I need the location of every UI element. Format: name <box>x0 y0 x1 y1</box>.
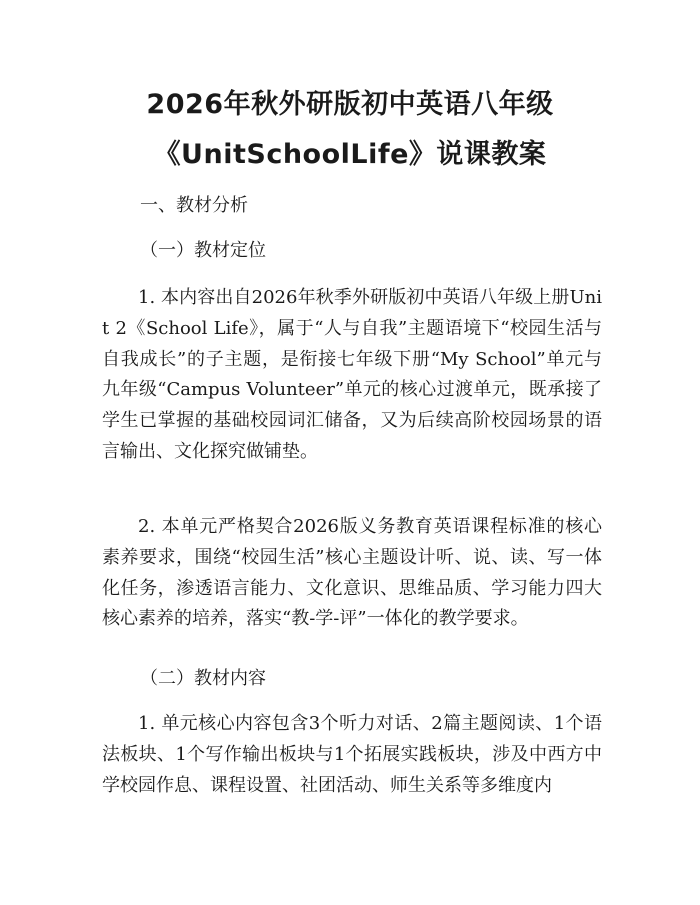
paragraph-positioning-1: 1. 本内容出自2026年秋季外研版初中英语八年级上册Unit 2《School Life》，属于“人与自我”主题语境下“校园生活与自我成长”的子主题，是衔接七年级下册“My School”单元与九年级“Campus Volunteer”单元的核心过渡单元，既承接了学生已掌握的基础校园词汇储备，又为后续高阶校园场景的语言输出、文化探究做铺垫。 <box>102 287 602 462</box>
paragraph-positioning-2: 2. 本单元严格契合2026版义务教育英语课程标准的核心素养要求，围绕“校园生活”核心主题设计听、说、读、写一体化任务，渗透语言能力、文化意识、思维品质、学习能力四大核心素养的培养，落实“教-学-评”一体化的教学要求。 <box>102 516 602 630</box>
document-title-line-2: 《UnitSchoolLife》说课教案 <box>153 139 547 170</box>
section-heading-textbook-analysis: 一、教材分析 <box>140 195 248 216</box>
subsection-heading-textbook-content: （二）教材内容 <box>140 668 266 689</box>
subsection-heading-textbook-positioning: （一）教材定位 <box>140 240 266 261</box>
document-title-line-1: 2026年秋外研版初中英语八年级 <box>146 89 554 120</box>
paragraph-content-1: 1. 单元核心内容包含3个听力对话、2篇主题阅读、1个语法板块、1个写作输出板块与1个拓展实践板块，涉及中西方中学校园作息、课程设置、社团活动、师生关系等多维度内 <box>102 713 602 796</box>
